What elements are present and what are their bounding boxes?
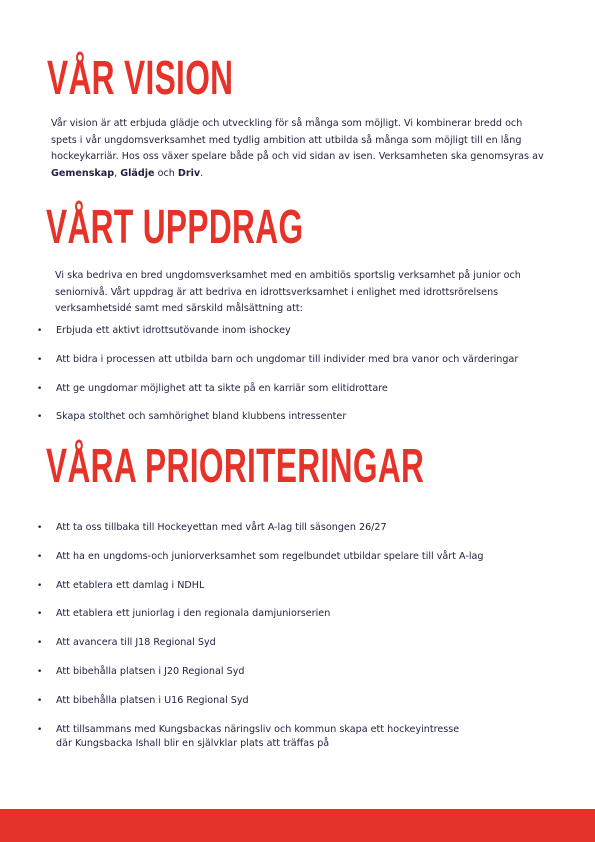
bullet: •: [37, 695, 43, 706]
bullet: •: [37, 523, 43, 533]
vision-paragraph: [51, 116, 551, 182]
list-item-text: Att avancera till J18 Regional Syd: [56, 637, 216, 649]
vision-heading: VÅR VISION: [47, 52, 234, 105]
uppdrag-list: [37, 324, 557, 439]
list-item-text: där Kungsbacka Ishall blir en självklar plats att träffas på: [56, 737, 330, 749]
list-item: [37, 550, 557, 564]
bullet: •: [37, 383, 43, 394]
list-item-text: Att bibehålla platsen i U16 Regional Syd: [56, 694, 249, 706]
list-item-text: Att bidra i processen att utbilda barn och ungdomar till individer med bra vanor och värderingar: [56, 353, 519, 365]
bullet: •: [37, 666, 43, 677]
uppdrag-paragraph: Vi ska bedriva en bred ungdomsverksamhet med en ambitiös sportslig verksamhet på junior och seniornivå. Vårt uppdrag är att bedriva en idrottsverksamhet i enlighet med idrottsrörelsens verksamhetsidé samt med särskild målsättning att:: [55, 270, 521, 314]
list-item: [37, 521, 557, 535]
list-item-text: Att etablera ett juniorlag i den regionala damjuniorserien: [56, 608, 331, 620]
list-item-text: Att ge ungdomar möjlighet att ta sikte på en karriär som elitidrottare: [56, 382, 388, 394]
footer-bar: [0, 809, 595, 842]
paragraph-end: .: [200, 167, 204, 179]
list-item-text: Skapa stolthet och samhörighet bland klubbens intressenter: [56, 411, 347, 423]
bullet: •: [37, 326, 43, 336]
separator: ,: [114, 167, 121, 179]
bullet: •: [37, 551, 43, 562]
list-item-text: Att etablera ett damlag i NDHL: [56, 579, 205, 591]
list-item-text: Att tillsammans med Kungsbackas näringsliv och kommun skapa ett hockeyintresse: [56, 723, 460, 735]
list-item: [37, 607, 557, 621]
uppdrag-heading: VÅRT UPPDRAG: [46, 201, 304, 254]
list-item: [37, 694, 557, 708]
list-item-text: Att ha en ungdoms-och juniorverksamhet som regelbundet utbildar spelare till vårt A-lag: [56, 550, 484, 562]
bullet: •: [37, 412, 43, 423]
bullet: •: [37, 354, 43, 365]
list-item: [37, 324, 557, 338]
list-item: [37, 410, 557, 424]
value-driv: Driv: [177, 167, 201, 179]
separator: och: [154, 167, 178, 179]
prioriteringar-list: [37, 521, 557, 765]
list-item: [37, 382, 557, 396]
list-item: [37, 353, 557, 367]
value-gladje: Glädje: [120, 167, 155, 179]
list-item: [37, 723, 557, 751]
list-item: [37, 579, 557, 593]
list-item-text: Erbjuda ett aktivt idrottsutövande inom ishockey: [56, 325, 291, 336]
bullet: •: [37, 638, 43, 649]
bullet: •: [37, 724, 43, 735]
bullet: •: [37, 580, 43, 591]
value-gemenskap: Gemenskap: [51, 167, 115, 179]
list-item-text: Att bibehålla platsen i J20 Regional Syd: [56, 665, 245, 677]
list-item: [37, 636, 557, 650]
bullet: •: [37, 609, 43, 620]
vision-text: Vår vision är att erbjuda glädje och utveckling för så många som möjligt. Vi kombinerar bredd och spets i vår ungdomsverksamhet med tydlig ambition att utbilda så många som möjligt till en lång hockeykarriär. Hos oss växer spelare både på och vid sidan av isen. Verksamheten ska genomsyras av: [51, 118, 544, 162]
list-item-text: Att ta oss tillbaka till Hockeyettan med vårt A-lag till säsongen 26/27: [56, 522, 387, 533]
list-item: [37, 665, 557, 679]
prioriteringar-heading: VÅRA PRIORITERINGAR: [46, 440, 425, 493]
